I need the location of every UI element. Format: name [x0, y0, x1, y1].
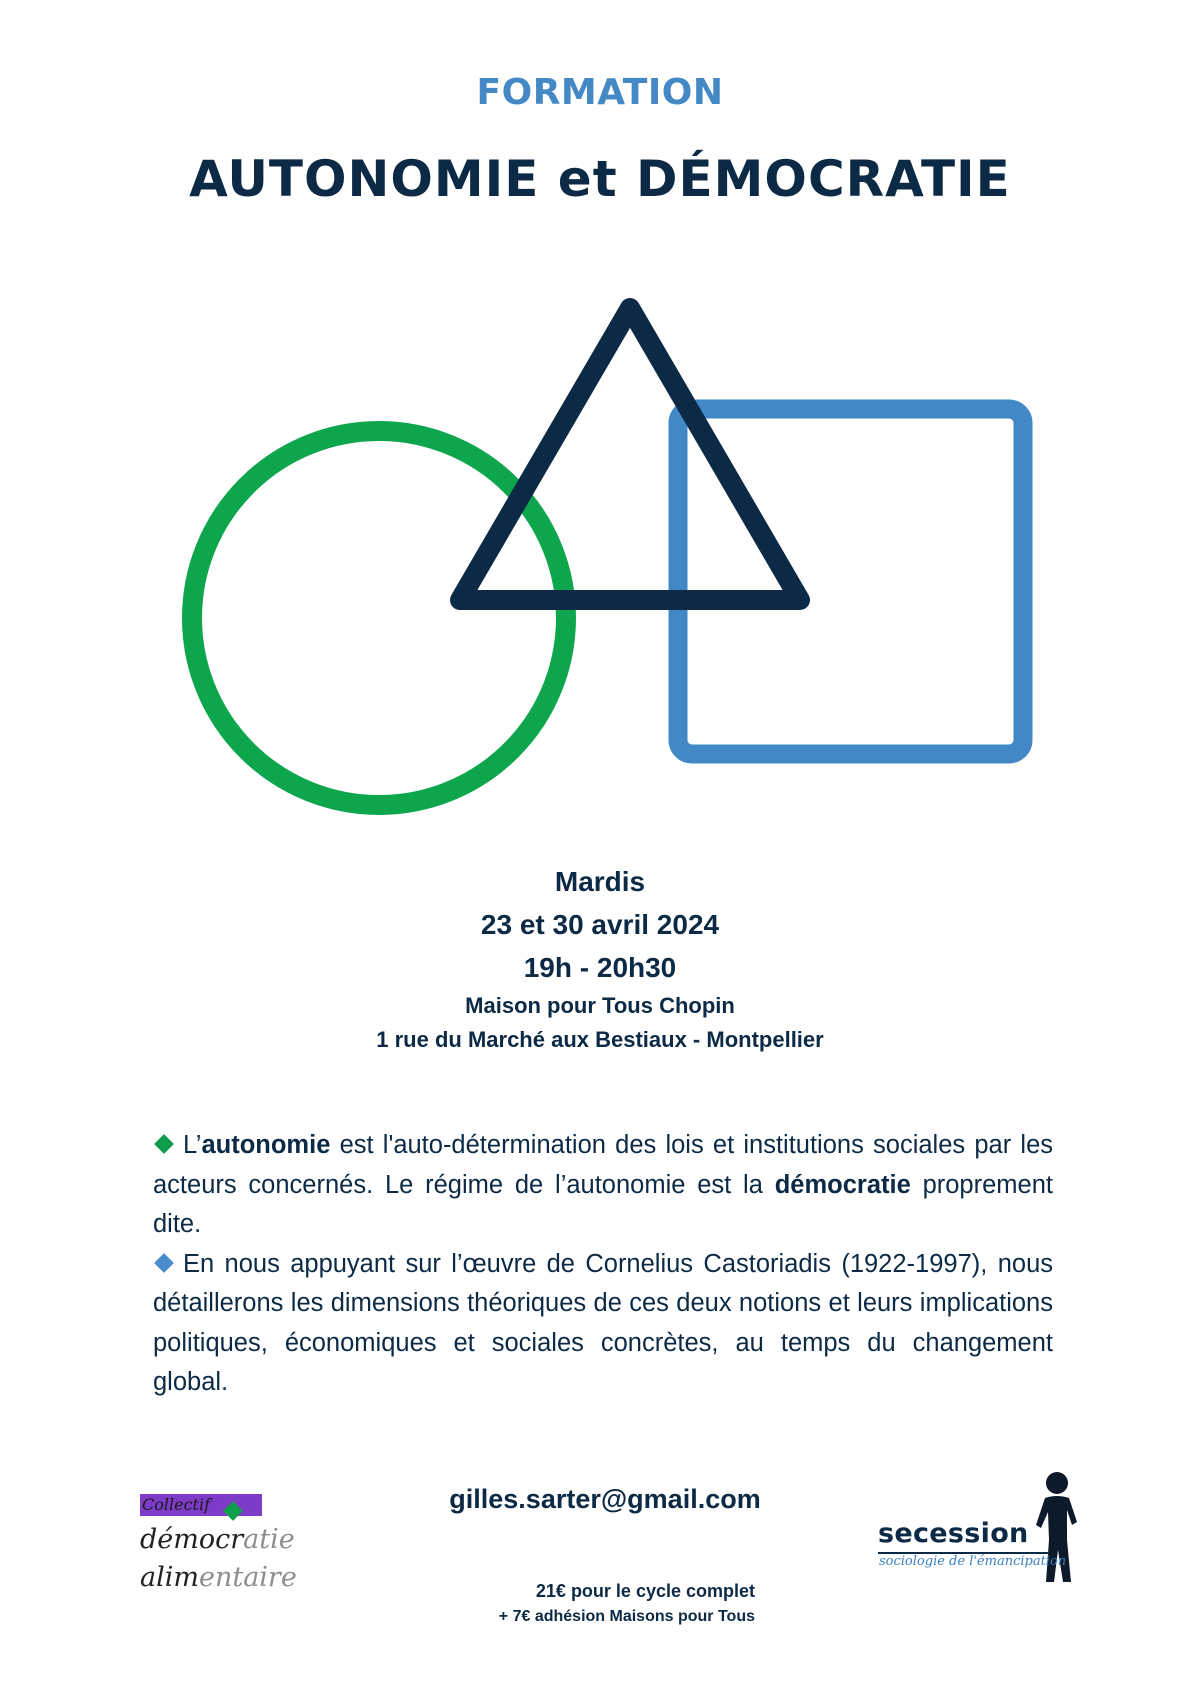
geometric-illustration — [0, 260, 1200, 820]
description-paragraph-1: L’autonomie est l'auto-détermination des lois et institutions sociales par les acteurs concernés. Le régime de l’autonomie est la démocratie proprement dite. — [153, 1131, 1053, 1238]
logo-collectif-label: Collectif — [142, 1495, 211, 1514]
price-info — [400, 1578, 755, 1630]
logo-line-democratie: démocratie — [140, 1524, 295, 1555]
event-day: Mardis — [554, 866, 646, 897]
price-cycle: 21€ pour le cycle complet — [535, 1581, 755, 1601]
logo-line-alimentaire: alimentaire — [140, 1562, 297, 1593]
description — [153, 1126, 1053, 1403]
page-title: AUTONOMIE et DÉMOCRATIE — [189, 150, 1011, 208]
price-membership: + 7€ adhésion Maisons pour Tous — [498, 1608, 755, 1625]
secession-logo — [878, 1470, 1088, 1590]
keyword-autonomie: autonomie — [201, 1131, 331, 1159]
description-paragraph-2: En nous appuyant sur l’œuvre de Cornelius Castoriadis (1922-1997), nous détaillerons les dimensions théoriques de ces deux notions et leurs implications politiques, économiques et sociales concrètes, au temps du changement global. — [153, 1249, 1053, 1396]
secession-tagline: sociologie de l'émancipation — [879, 1554, 1067, 1569]
event-venue: Maison pour Tous Chopin — [465, 993, 735, 1018]
event-details — [0, 860, 1200, 1057]
blue-diamond-icon — [154, 1253, 174, 1273]
green-diamond-icon — [154, 1134, 174, 1154]
triangle-shape — [460, 308, 800, 600]
eyebrow-label: FORMATION — [476, 72, 724, 113]
keyword-democratie: démocratie — [774, 1170, 911, 1199]
contact-email[interactable]: gilles.sarter@gmail.com — [449, 1484, 761, 1514]
circle-shape — [192, 431, 566, 805]
child-silhouette-icon — [1031, 1470, 1083, 1588]
event-time: 19h - 20h30 — [523, 952, 677, 983]
event-dates: 23 et 30 avril 2024 — [480, 909, 720, 940]
secession-wordmark: secession — [878, 1518, 1029, 1549]
event-address: 1 rue du Marché aux Bestiaux - Montpellier — [376, 1027, 824, 1052]
